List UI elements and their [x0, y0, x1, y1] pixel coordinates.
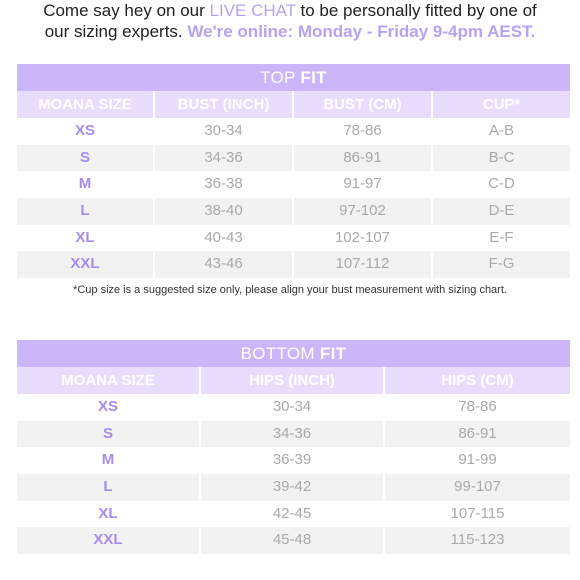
column-header: MOANA SIZE: [17, 91, 155, 118]
value-cell: 42-45: [201, 501, 385, 528]
intro-text-part: Come say hey on our: [43, 1, 210, 20]
table-row: [17, 474, 570, 501]
value-cell: 115-123: [450, 531, 505, 549]
column-header: CUP*: [482, 96, 521, 113]
intro-line-2: [0, 21, 580, 42]
value-cell: 91-99: [458, 451, 497, 469]
size-cell: XL: [17, 501, 201, 528]
value-cell: 102-107: [294, 225, 433, 252]
value-cell: F-G: [488, 255, 515, 273]
intro-text-part: our sizing experts.: [44, 22, 188, 41]
intro-line-1: [0, 0, 580, 21]
value-cell: 86-91: [294, 145, 433, 172]
value-cell: 36-38: [155, 171, 294, 198]
value-cell: B-C: [488, 148, 515, 166]
value-cell: 34-36: [201, 421, 385, 448]
table-row: [17, 421, 570, 448]
column-header: BUST (CM): [294, 91, 433, 118]
value-cell: 30-34: [155, 118, 294, 145]
value-cell: 99-107: [454, 478, 501, 496]
size-cell: XS: [17, 118, 155, 145]
value-cell: 38-40: [155, 198, 294, 225]
value-cell: 36-39: [201, 447, 385, 474]
size-cell: XL: [17, 225, 155, 252]
size-cell: XXL: [17, 527, 201, 554]
value-cell: 97-102: [294, 198, 433, 225]
column-header: MOANA SIZE: [17, 367, 201, 394]
value-cell: 91-97: [294, 171, 433, 198]
top-fit-title: [17, 64, 570, 91]
table-row: [17, 394, 570, 421]
value-cell: 39-42: [201, 474, 385, 501]
value-cell: 45-48: [201, 527, 385, 554]
top-fit-table: [17, 64, 570, 278]
value-cell: C-D: [488, 175, 515, 193]
title-bold: FIT: [300, 68, 327, 87]
size-cell: M: [17, 171, 155, 198]
table-row: [17, 447, 570, 474]
value-cell: A-B: [488, 122, 514, 139]
value-cell: 30-34: [201, 394, 385, 421]
size-cell: XXL: [17, 251, 155, 278]
bottom-fit-table: [17, 340, 570, 554]
value-cell: 107-115: [450, 504, 505, 522]
table-row: [17, 171, 570, 198]
live-chat-link[interactable]: LIVE CHAT: [209, 1, 296, 20]
table-row: [17, 251, 570, 278]
table-row: [17, 118, 570, 145]
size-cell: S: [17, 421, 201, 448]
value-cell: 78-86: [294, 118, 433, 145]
title-bold: FIT: [319, 344, 347, 363]
value-cell: 86-91: [458, 424, 497, 442]
bottom-fit-header-row: [17, 367, 570, 394]
intro-text: [0, 0, 580, 42]
cup-size-note: *Cup size is a suggested size only, please align your bust measurement with sizing chart.: [73, 284, 507, 296]
size-cell: L: [17, 198, 155, 225]
table-row: [17, 501, 570, 528]
value-cell: E-F: [489, 228, 514, 246]
value-cell: 43-46: [155, 251, 294, 278]
column-header: HIPS (INCH): [201, 367, 385, 394]
title-light: TOP: [260, 68, 301, 87]
online-hours: We're online: Monday - Friday 9-4pm AEST.: [187, 22, 536, 41]
value-cell: 107-112: [294, 251, 433, 278]
value-cell: 78-86: [458, 398, 497, 415]
top-fit-header-row: [17, 91, 570, 118]
size-cell: L: [17, 474, 201, 501]
table-row: [17, 198, 570, 225]
size-cell: XS: [17, 394, 201, 421]
value-cell: 34-36: [155, 145, 294, 172]
size-cell: S: [17, 145, 155, 172]
value-cell: 40-43: [155, 225, 294, 252]
intro-text-part: to be personally fitted by one of: [295, 1, 537, 20]
table-row: [17, 225, 570, 252]
column-header: HIPS (CM): [441, 372, 514, 389]
bottom-fit-title: [17, 340, 570, 367]
title-light: BOTTOM: [240, 344, 320, 363]
table-row: [17, 145, 570, 172]
table-row: [17, 527, 570, 554]
column-header: BUST (INCH): [155, 91, 294, 118]
size-cell: M: [17, 447, 201, 474]
value-cell: D-E: [488, 202, 515, 220]
